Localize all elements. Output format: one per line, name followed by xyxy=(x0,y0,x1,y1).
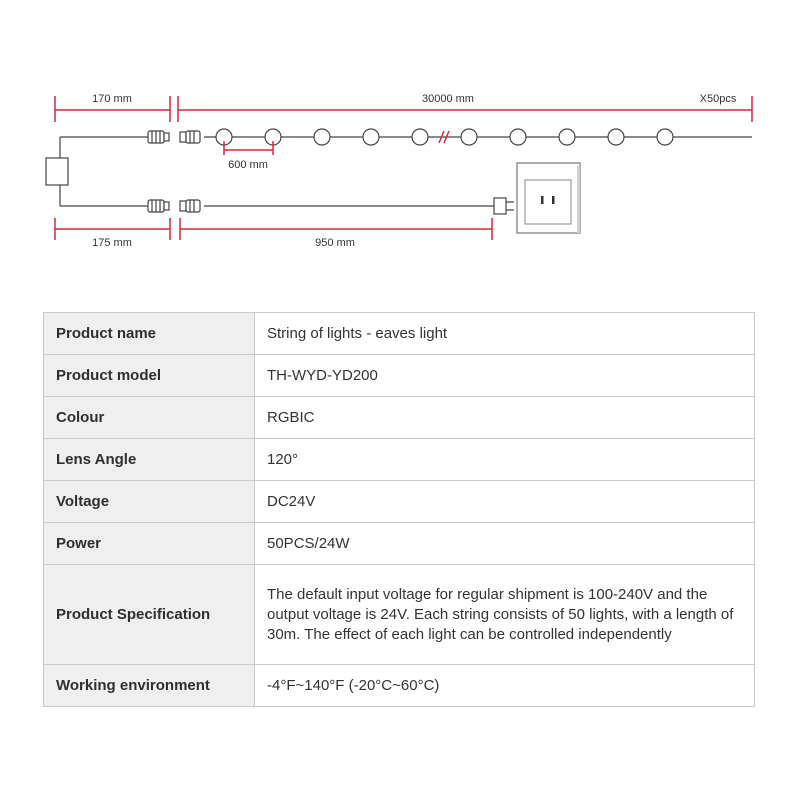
spec-label: Product name xyxy=(44,313,255,355)
bulb xyxy=(412,129,428,145)
spec-label: Colour xyxy=(44,397,255,439)
bottom-lead-label: 175 mm xyxy=(92,237,132,249)
spec-value: The default input voltage for regular shipment is 100-240V and the output voltage is 24V. Each string consists of 50 lights, with a length of 30m. The effect of each light can be controlled independently xyxy=(255,565,755,665)
spec-value: 50PCS/24W xyxy=(255,523,755,565)
spec-label: Power xyxy=(44,523,255,565)
top-lead-label: 170 mm xyxy=(92,93,132,105)
spec-row-product-model xyxy=(44,355,755,397)
spacing-dimension xyxy=(224,141,273,155)
bulb xyxy=(363,129,379,145)
wall-socket xyxy=(517,163,580,233)
controller-box xyxy=(46,158,68,185)
bulb xyxy=(657,129,673,145)
power-plug xyxy=(494,198,514,214)
spec-label: Product Specification xyxy=(44,565,255,665)
spec-row-product-specification xyxy=(44,565,755,665)
wiring-diagram xyxy=(0,0,800,290)
bottom-male-connector xyxy=(148,200,169,212)
spec-value: String of lights - eaves light xyxy=(255,313,755,355)
spec-row-power xyxy=(44,523,755,565)
spec-value: -4°F~140°F (-20°C~60°C) xyxy=(255,665,755,707)
spec-label: Product model xyxy=(44,355,255,397)
bulb xyxy=(559,129,575,145)
spec-row-product-name xyxy=(44,313,755,355)
bottom-female-connector xyxy=(180,200,200,212)
spec-value: DC24V xyxy=(255,481,755,523)
spec-value: TH-WYD-YD200 xyxy=(255,355,755,397)
spec-label: Working environment xyxy=(44,665,255,707)
spec-table xyxy=(43,312,755,707)
power-lead-label: 950 mm xyxy=(315,237,355,249)
spec-label: Voltage xyxy=(44,481,255,523)
spec-row-lens-angle xyxy=(44,439,755,481)
spec-value: RGBIC xyxy=(255,397,755,439)
bottom-wire xyxy=(60,185,494,206)
spacing-label: 600 mm xyxy=(228,159,268,171)
spec-row-working-environment xyxy=(44,665,755,707)
spec-row-colour xyxy=(44,397,755,439)
bulb xyxy=(314,129,330,145)
bulb xyxy=(510,129,526,145)
top-female-connector xyxy=(180,131,200,143)
quantity-label: X50pcs xyxy=(699,93,737,105)
spec-label: Lens Angle xyxy=(44,439,255,481)
top-male-connector xyxy=(148,131,169,143)
bulb xyxy=(461,129,477,145)
string-length-label: 30000 mm xyxy=(422,93,474,105)
spec-value: 120° xyxy=(255,439,755,481)
bulb xyxy=(608,129,624,145)
spec-row-voltage xyxy=(44,481,755,523)
